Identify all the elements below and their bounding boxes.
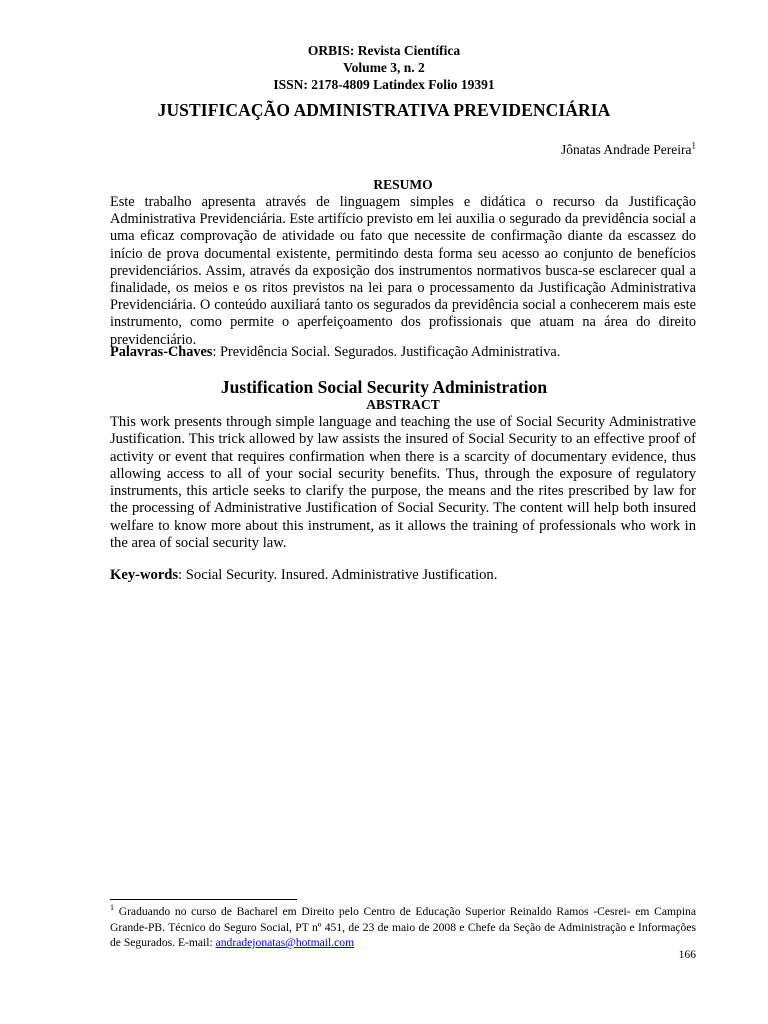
palavras-chaves: [110, 344, 696, 361]
footnote-mark: 1: [110, 903, 114, 913]
resumo-section: [110, 194, 696, 349]
abstract-heading: ABSTRACT: [366, 397, 440, 412]
key-words-text: : Social Security. Insured. Administrative Justification.: [178, 567, 498, 583]
footnote-divider: [110, 899, 297, 900]
journal-volume: Volume 3, n. 2: [343, 60, 425, 75]
abstract-section: [110, 414, 696, 552]
author-line: [561, 142, 696, 158]
resumo-heading: RESUMO: [373, 177, 433, 192]
article-title: JUSTIFICAÇÃO ADMINISTRATIVA PREVIDENCIÁRIA: [157, 100, 611, 120]
page-number: 166: [678, 948, 696, 961]
key-words-label: Key-words: [110, 567, 179, 583]
resumo-paragraph: Este trabalho apresenta através de linguagem simples e didática o recurso da Justificação Administrativa Previdenciária. Este artifício previsto em lei auxilia o segurado da previdência social a uma eficaz comprovação de atividade ou fato que necessite de confirmação diante da escassez do início de prova documental existente, permitindo desta forma seu acesso ao conjunto de benefícios previdenciários. Assim, através da exposição dos instrumentos normativos busca-se esclarecer qual a finalidade, os meios e os ritos previstos na lei para o processamento da Justificação Administrativa Previdenciária. O conteúdo auxiliará tanto os segurados da previdência social a conhecerem mais este instrumento, como permite o aperfeiçoamento dos profissionais que atuam na área do direito previdenciário.: [110, 194, 696, 348]
abstract-paragraph: This work presents through simple language and teaching the use of Social Security Administrative Justification. This trick allowed by law assists the insured of Social Security to an effective proof of activity or event that requires confirmation when there is a scarcity of documentary evidence, thus allowing access to all of your social security benefits. Thus, through the exposure of regulatory instruments, this article seeks to clarify the purpose, the means and the rites prescribed by law for the processing of Administrative Justification of Social Security. The content will help both insured welfare to know more about this instrument, as it allows the training of professionals who work in the area of social security law.: [110, 414, 696, 552]
author-name: Jônatas Andrade Pereira: [561, 142, 692, 157]
palavras-chaves-label: Palavras-Chaves: [110, 344, 213, 360]
journal-header: [0, 42, 768, 93]
author-email-link[interactable]: andradejonatas@hotmail.com: [215, 936, 355, 949]
journal-issn: ISSN: 2178-4809 Latindex Folio 19391: [273, 77, 495, 92]
english-title: Justification Social Security Administration: [220, 377, 548, 397]
journal-name: ORBIS: Revista Científica: [307, 43, 461, 58]
footnote-text: Graduando no curso de Bacharel em Direito pelo Centro de Educação Superior Reinaldo Ramos -Cesrei- em Campina Grande-PB. Técnico do Seguro Social, PT nº 451, de 23 de maio de 2008 e Chefe da Seção de Administração e Informações de Segurados. E-mail:: [110, 905, 696, 949]
palavras-chaves-text: : Previdência Social. Segurados. Justificação Administrativa.: [212, 344, 561, 360]
key-words: [110, 567, 696, 584]
footnote: [110, 904, 696, 951]
author-footnote-mark: 1: [691, 140, 696, 151]
